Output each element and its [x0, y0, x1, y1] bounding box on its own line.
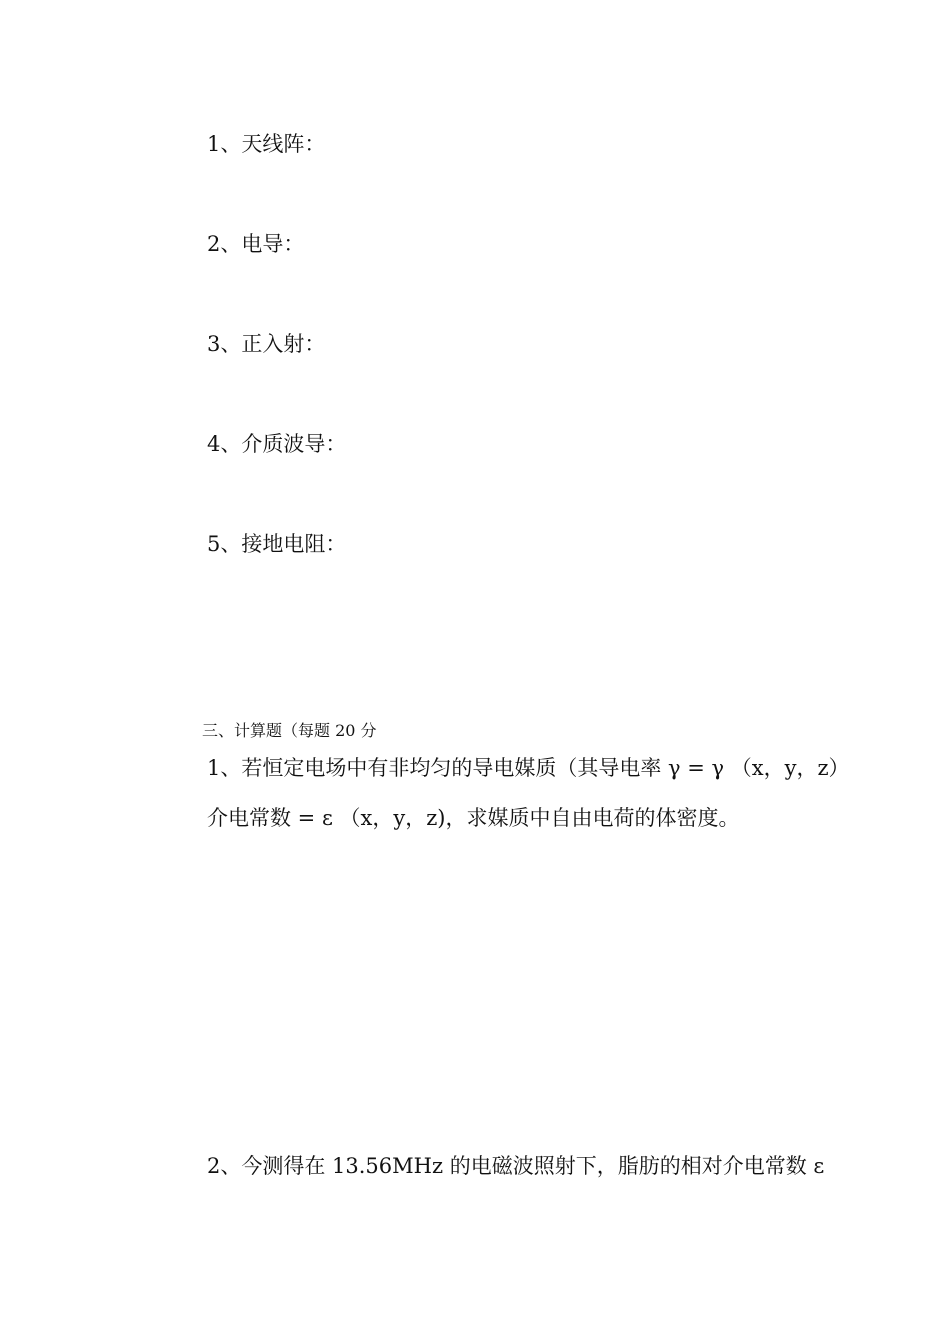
definition-item-antenna-array: 1、天线阵： [207, 132, 326, 156]
question-1-line-1: 1、若恒定电场中有非均匀的导电媒质（其导电率 γ = γ （x，y，z） [207, 756, 850, 780]
section-heading-calculation: 三、计算题（每题 20 分 [202, 721, 377, 740]
definition-item-conductance: 2、电导： [207, 232, 305, 256]
question-2-line-1: 2、今测得在 13.56MHz 的电磁波照射下，脂肪的相对介电常数 ε [207, 1154, 825, 1178]
definition-item-dielectric-waveguide: 4、介质波导： [207, 432, 347, 456]
question-1-line-2: 介电常数 = ε （x，y，z)，求媒质中自由电荷的体密度。 [207, 806, 740, 830]
definition-item-normal-incidence: 3、正入射： [207, 332, 326, 356]
definition-item-grounding-resistance: 5、接地电阻： [207, 532, 347, 556]
